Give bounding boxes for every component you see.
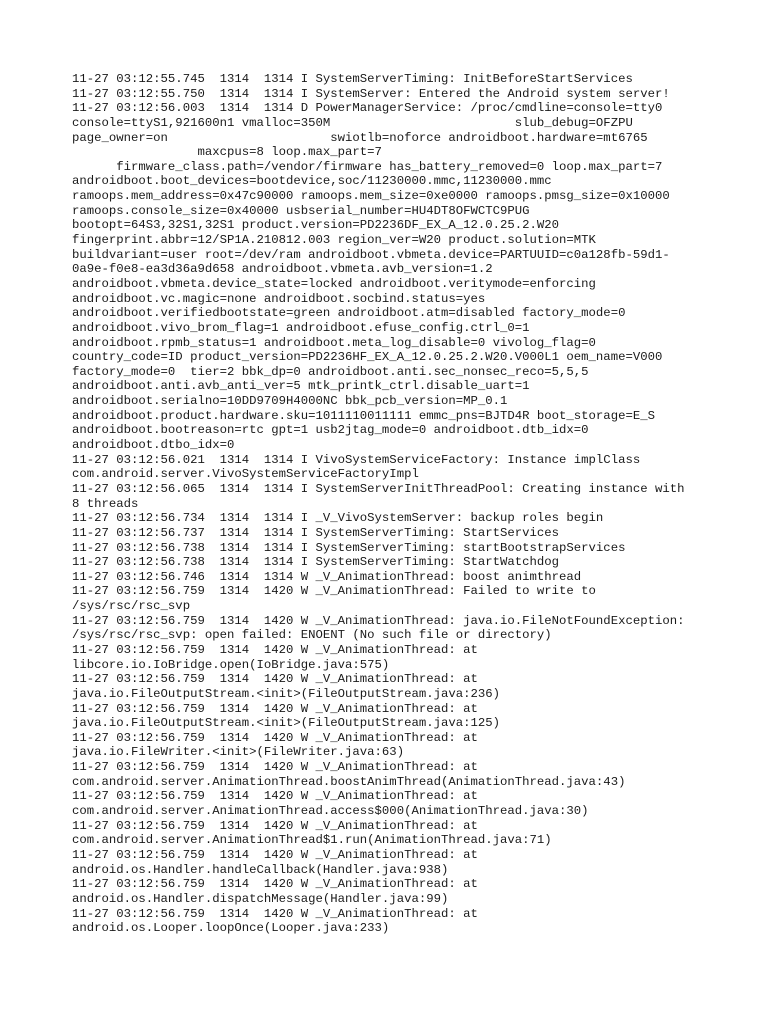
log-line: 11-27 03:12:56.759 1314 1420 W _V_AnimationThread: at (72, 847, 478, 862)
log-line: 11-27 03:12:56.021 1314 1314 I VivoSystemServiceFactory: Instance implClass (72, 452, 641, 467)
log-line: bootopt=64S3,32S1,32S1 product.version=PD2236DF_EX_A_12.0.25.2.W20 (72, 218, 560, 233)
log-line: androidboot.anti.avb_anti_ver=5 mtk_printk_ctrl.disable_uart=1 (72, 379, 530, 394)
log-line: androidboot.dtbo_idx=0 (72, 438, 235, 453)
log-line: /sys/rsc/rsc_svp: open failed: ENOENT (No such file or directory) (72, 628, 552, 643)
log-line: /sys/rsc/rsc_svp (72, 599, 191, 614)
log-line: 11-27 03:12:56.759 1314 1420 W _V_AnimationThread: Failed to write to (72, 584, 596, 599)
log-text-block (72, 72, 712, 936)
log-line: 11-27 03:12:56.759 1314 1420 W _V_AnimationThread: at (72, 760, 478, 775)
log-line: 11-27 03:12:55.745 1314 1314 I SystemServerTiming: InitBeforeStartServices (72, 72, 633, 86)
log-line: 8 threads (72, 496, 139, 511)
log-line: java.io.FileOutputStream.<init>(FileOutputStream.java:236) (72, 686, 501, 701)
log-line: 11-27 03:12:56.738 1314 1314 I SystemServerTiming: StartWatchdog (72, 555, 560, 570)
log-line: com.android.server.VivoSystemServiceFactoryImpl (72, 467, 419, 482)
log-line: libcore.io.IoBridge.open(IoBridge.java:575) (72, 657, 390, 672)
log-line: androidboot.vbmeta.device_state=locked androidboot.veritymode=enforcing (72, 276, 596, 291)
log-line: android.os.Handler.dispatchMessage(Handler.java:99) (72, 891, 449, 906)
log-line: java.io.FileWriter.<init>(FileWriter.java:63) (72, 745, 405, 760)
log-line: 11-27 03:12:56.759 1314 1420 W _V_AnimationThread: at (72, 789, 478, 804)
log-line: 11-27 03:12:56.759 1314 1420 W _V_AnimationThread: at (72, 906, 478, 921)
log-line: androidboot.serialno=10DD9709H4000NC bbk_pcb_version=MP_0.1 (72, 394, 508, 409)
log-line: android.os.Looper.loopOnce(Looper.java:233) (72, 921, 390, 936)
log-line: com.android.server.AnimationThread.access$000(AnimationThread.java:30) (72, 804, 589, 819)
log-line: androidboot.vc.magic=none androidboot.socbind.status=yes (72, 291, 486, 306)
log-line: 11-27 03:12:56.759 1314 1420 W _V_AnimationThread: java.io.FileNotFoundException: (72, 613, 685, 628)
log-line: firmware_class.path=/vendor/firmware has_battery_removed=0 loop.max_part=7 (72, 159, 663, 174)
log-line: console=ttyS1,921600n1 vmalloc=350M slub_debug=OFZPU (72, 115, 633, 130)
log-line: android.os.Handler.handleCallback(Handler.java:938) (72, 862, 449, 877)
log-line: 11-27 03:12:56.759 1314 1420 W _V_AnimationThread: at (72, 730, 478, 745)
log-line: factory_mode=0 tier=2 bbk_dp=0 androidboot.anti.sec_nonsec_reco=5,5,5 (72, 364, 589, 379)
log-line: androidboot.vivo_brom_flag=1 androidboot.efuse_config.ctrl_0=1 (72, 320, 530, 335)
log-line: androidboot.bootreason=rtc gpt=1 usb2jtag_mode=0 androidboot.dtb_idx=0 (72, 423, 589, 438)
log-line: maxcpus=8 loop.max_part=7 (72, 145, 382, 160)
log-line: 11-27 03:12:56.737 1314 1314 I SystemServerTiming: StartServices (72, 525, 560, 540)
log-line: androidboot.verifiedbootstate=green androidboot.atm=disabled factory_mode=0 (72, 306, 626, 321)
log-line: java.io.FileOutputStream.<init>(FileOutputStream.java:125) (72, 716, 501, 731)
log-line: com.android.server.AnimationThread.boostAnimThread(AnimationThread.java:43) (72, 774, 626, 789)
log-line: androidboot.boot_devices=bootdevice,soc/11230000.mmc,11230000.mmc (72, 174, 552, 189)
log-line: 11-27 03:12:56.003 1314 1314 D PowerManagerService: /proc/cmdline=console=tty0 (72, 101, 663, 116)
log-line: 11-27 03:12:56.065 1314 1314 I SystemServerInitThreadPool: Creating instance with (72, 481, 685, 496)
log-line: country_code=ID product_version=PD2236HF_EX_A_12.0.25.2.W20.V000L1 oem_name=V000 (72, 350, 663, 365)
log-line: androidboot.rpmb_status=1 androidboot.meta_log_disable=0 vivolog_flag=0 (72, 335, 596, 350)
log-line: fingerprint.abbr=12/SP1A.210812.003 region_ver=W20 product.solution=MTK (72, 233, 596, 248)
log-line: buildvariant=user root=/dev/ram androidboot.vbmeta.device=PARTUUID=c0a128fb-59d1- (72, 247, 670, 262)
log-line: ramoops.mem_address=0x47c90000 ramoops.mem_size=0xe0000 ramoops.pmsg_size=0x10000 (72, 189, 670, 204)
log-line: 11-27 03:12:56.759 1314 1420 W _V_AnimationThread: at (72, 701, 478, 716)
log-line: 11-27 03:12:56.734 1314 1314 I _V_VivoSystemServer: backup roles begin (72, 511, 604, 526)
log-line: ramoops.console_size=0x40000 usbserial_number=HU4DT8OFWCTC9PUG (72, 203, 530, 218)
log-line: 11-27 03:12:56.759 1314 1420 W _V_AnimationThread: at (72, 672, 478, 687)
log-line: androidboot.product.hardware.sku=1011110011111 emmc_pns=BJTD4R boot_storage=E_S (72, 408, 655, 423)
log-line: page_owner=on swiotlb=noforce androidboot.hardware=mt6765 (72, 130, 648, 145)
log-line: com.android.server.AnimationThread$1.run(AnimationThread.java:71) (72, 833, 552, 848)
log-line: 11-27 03:12:56.759 1314 1420 W _V_AnimationThread: at (72, 818, 478, 833)
log-line: 11-27 03:12:55.750 1314 1314 I SystemServer: Entered the Android system server! (72, 86, 670, 101)
log-line: 0a9e-f0e8-ea3d36a9d658 androidboot.vbmeta.avb_version=1.2 (72, 262, 493, 277)
log-line: 11-27 03:12:56.759 1314 1420 W _V_AnimationThread: at (72, 877, 478, 892)
log-line: 11-27 03:12:56.738 1314 1314 I SystemServerTiming: startBootstrapServices (72, 540, 626, 555)
log-line: 11-27 03:12:56.759 1314 1420 W _V_AnimationThread: at (72, 642, 478, 657)
log-line: 11-27 03:12:56.746 1314 1314 W _V_AnimationThread: boost animthread (72, 569, 582, 584)
